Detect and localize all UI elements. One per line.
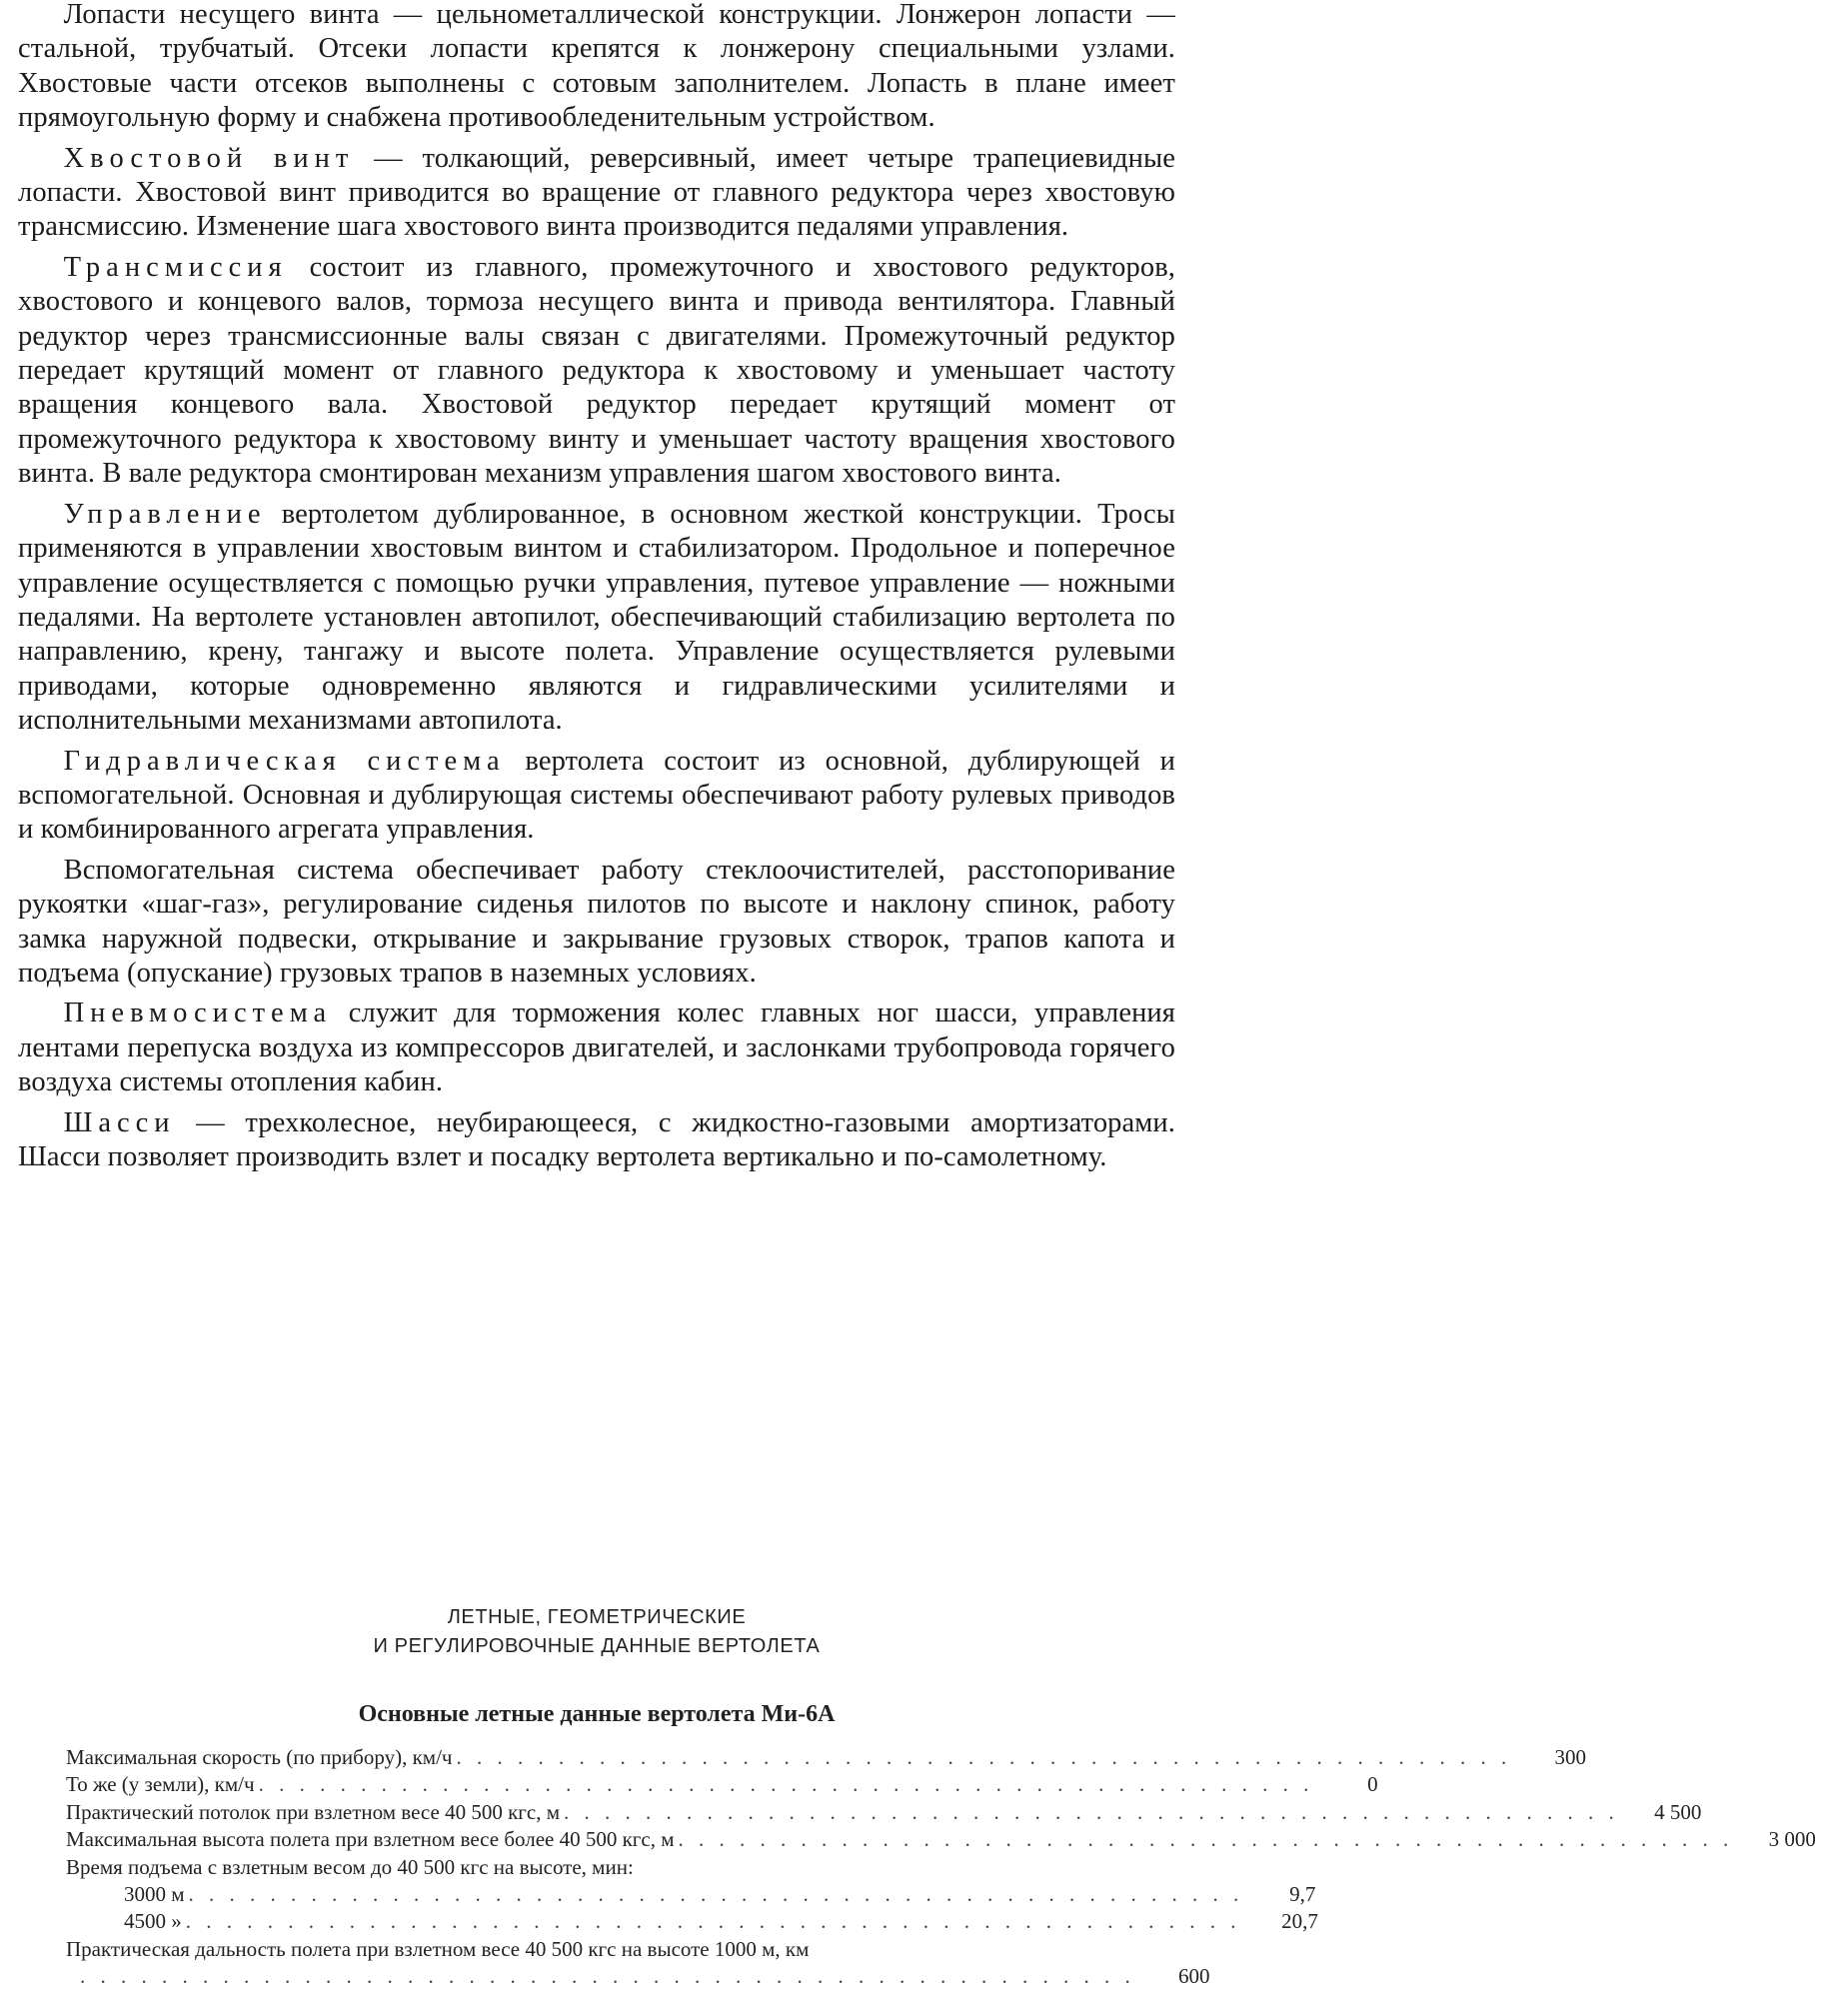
paragraph-text: состоит из главного, промежуточного и хвостового редукторов, хвостового и концевого валов, тормоза несущего винта и привода вентилятора. Главный редуктор через трансмиссионные валы связан с двигателями. Промежуточный редуктор передает крутящий момент от главного редуктора к хвостовому и уменьшает частоту вращения концевого вала. Хвостовой редуктор передает крутящий момент от промежуточного редуктора к хвостовому винту и уменьшает частоту вращения хвостового винта. В вале редуктора смонтирован механизм управления шагом хвостового винта. [18,251,1175,490]
paragraph-pneumatics [18,997,1175,1099]
paragraph-control [18,498,1175,739]
leader-dots: . . . . . . . . . . . . . . . . . . . . . . . . . . . . . . . . . . . . . . . . . . . . . . . . . . . . [185,1909,1241,1934]
paragraph-text: Лопасти несущего винта — цельнометаллической конструкции. Лонжерон лопасти — стальной, трубчатый. Отсеки лопасти крепятся к лонжерону специальными узлами. Хвостовые части отсеков выполнены с сотовым заполнителем. Лопасть в плане имеет прямоугольную форму и снабжена противообледенительным устройством. [18,0,1175,134]
table-row [66,1826,1816,1853]
paragraph-tail-rotor [18,142,1175,245]
row-value: 3 000 [1768,1827,1816,1852]
table-row [66,1744,1586,1771]
leader-dots: . . . . . . . . . . . . . . . . . . . . . . . . . . . . . . . . . . . . . . . . . . . . . . . . . . . . [564,1799,1619,1824]
paragraph-hydraulics [18,745,1175,848]
paragraph-text: Вспомогательная система обеспечивает работу стеклоочистителей, расстопоривание рукоятки «шаг-газ», регулирование сиденья пилотов по высоте и наклону спинок, работу замка наружной подвески, открывание и закрывание грузовых створок, трапов капота и подъема (опускание) грузовых трапов в наземных условиях. [18,854,1175,989]
flight-data-table [66,1744,1816,1991]
table-row [66,1936,1125,1963]
table-row [66,1908,1318,1935]
table-title: Основные летные данные вертолета Ми-6А [358,1701,836,1727]
paragraph-text: вертолетом дублированное, в основном жесткой конструкции. Тросы применяются в управлении хвостовым винтом и стабилизатором. Продольное и поперечное управление осуществляется с помощью ручки управления, путевое управление — ножными педалями. На вертолете установлен автопилот, обеспечивающий стабилизацию вертолета по направлению, крену, тангажу и высоте полета. Управление осуществляется рулевыми приводами, которые одновременно являются и гидравлическими усилителями и исполнительными механизмами автопилота. [18,498,1175,737]
paragraph-lead: Хвостовой винт [63,142,355,174]
row-label: Время подъема с взлетным весом до 40 500 кгс на высоте, мин: [66,1854,634,1879]
row-value: 600 [1178,1964,1210,1989]
row-label: То же (у земли), км/ч [66,1772,255,1797]
leader-dots: . . . . . . . . . . . . . . . . . . . . . . . . . . . . . . . . . . . . . . . . . . . . . . . . . . . . [258,1772,1314,1797]
paragraph-lead: Управление [63,498,267,530]
paragraph-aux-system [18,854,1175,992]
paragraph-lead: Гидравлическая система [63,745,506,777]
body-text [18,0,1175,1174]
section-title-line: И РЕГУЛИРОВОЧНЫЕ ДАННЫЕ ВЕРТОЛЕТА [373,1635,821,1657]
table-row [66,1771,1378,1798]
table-row [66,1854,1125,1881]
row-label: Практическая дальность полета при взлетном весе 40 500 кгс на высоте 1000 м, км [66,1936,810,1961]
document-page [18,0,1816,1989]
row-value: 9,7 [1289,1882,1316,1907]
table-row [66,1799,1702,1826]
row-label: Максимальная высота полета при взлетном весе более 40 500 кгс, м [66,1827,675,1852]
paragraph-lead: Шасси [63,1106,176,1138]
row-label: 3000 м [124,1882,185,1907]
paragraph-text: вертолета состоит из основной, дублирующей и вспомогательной. Основная и дублирующая системы обеспечивают работу рулевых приводов и комбинированного агрегата управления. [18,745,1175,846]
table-row [66,1881,1316,1908]
row-value: 20,7 [1281,1909,1318,1934]
paragraph-text: — трехколесное, неубирающееся, с жидкостно-газовыми амортизаторами. Шасси позволяет производить взлет и посадку вертолета вертикально и по-самолетному. [18,1106,1175,1172]
leader-dots: . . . . . . . . . . . . . . . . . . . . . . . . . . . . . . . . . . . . . . . . . . . . . . . . . . . . [678,1827,1734,1852]
paragraph-text: — толкающий, реверсивный, имеет четыре трапециевидные лопасти. Хвостовой винт приводится во вращение от главного редуктора через хвостовую трансмиссию. Изменение шага хвостового винта производится педалями управления. [18,142,1175,243]
paragraph-transmission [18,251,1175,492]
leader-dots: . . . . . . . . . . . . . . . . . . . . . . . . . . . . . . . . . . . . . . . . . . . . . . . . . . . . [80,1964,1135,1989]
section-title [18,1603,1175,1661]
paragraph-lead: Трансмиссия [63,251,288,283]
leader-dots: . . . . . . . . . . . . . . . . . . . . . . . . . . . . . . . . . . . . . . . . . . . . . . . . . . . . [456,1745,1512,1769]
paragraph-landing-gear [18,1106,1175,1175]
row-value: 4 500 [1654,1799,1702,1824]
paragraph-text: служит для торможения колес главных ног шасси, управления лентами перепуска воздуха из компрессоров двигателей, и заслонками трубопровода горячего воздуха системы отопления кабин. [18,998,1175,1098]
row-label: Максимальная скорость (по прибору), км/ч [66,1745,453,1769]
row-label: 4500 » [124,1909,182,1934]
table-row [66,1963,1210,1990]
row-value: 300 [1554,1745,1586,1769]
paragraph-lead: Пневмосистема [63,998,333,1029]
leader-dots: . . . . . . . . . . . . . . . . . . . . . . . . . . . . . . . . . . . . . . . . . . . . . . . . . . . . [188,1882,1244,1907]
row-value: 0 [1367,1772,1378,1797]
row-label: Практический потолок при взлетном весе 40 500 кгс, м [66,1799,561,1824]
paragraph-rotor-blades [18,0,1175,136]
section-title-line: ЛЕТНЫЕ, ГЕОМЕТРИЧЕСКИЕ [447,1606,747,1628]
